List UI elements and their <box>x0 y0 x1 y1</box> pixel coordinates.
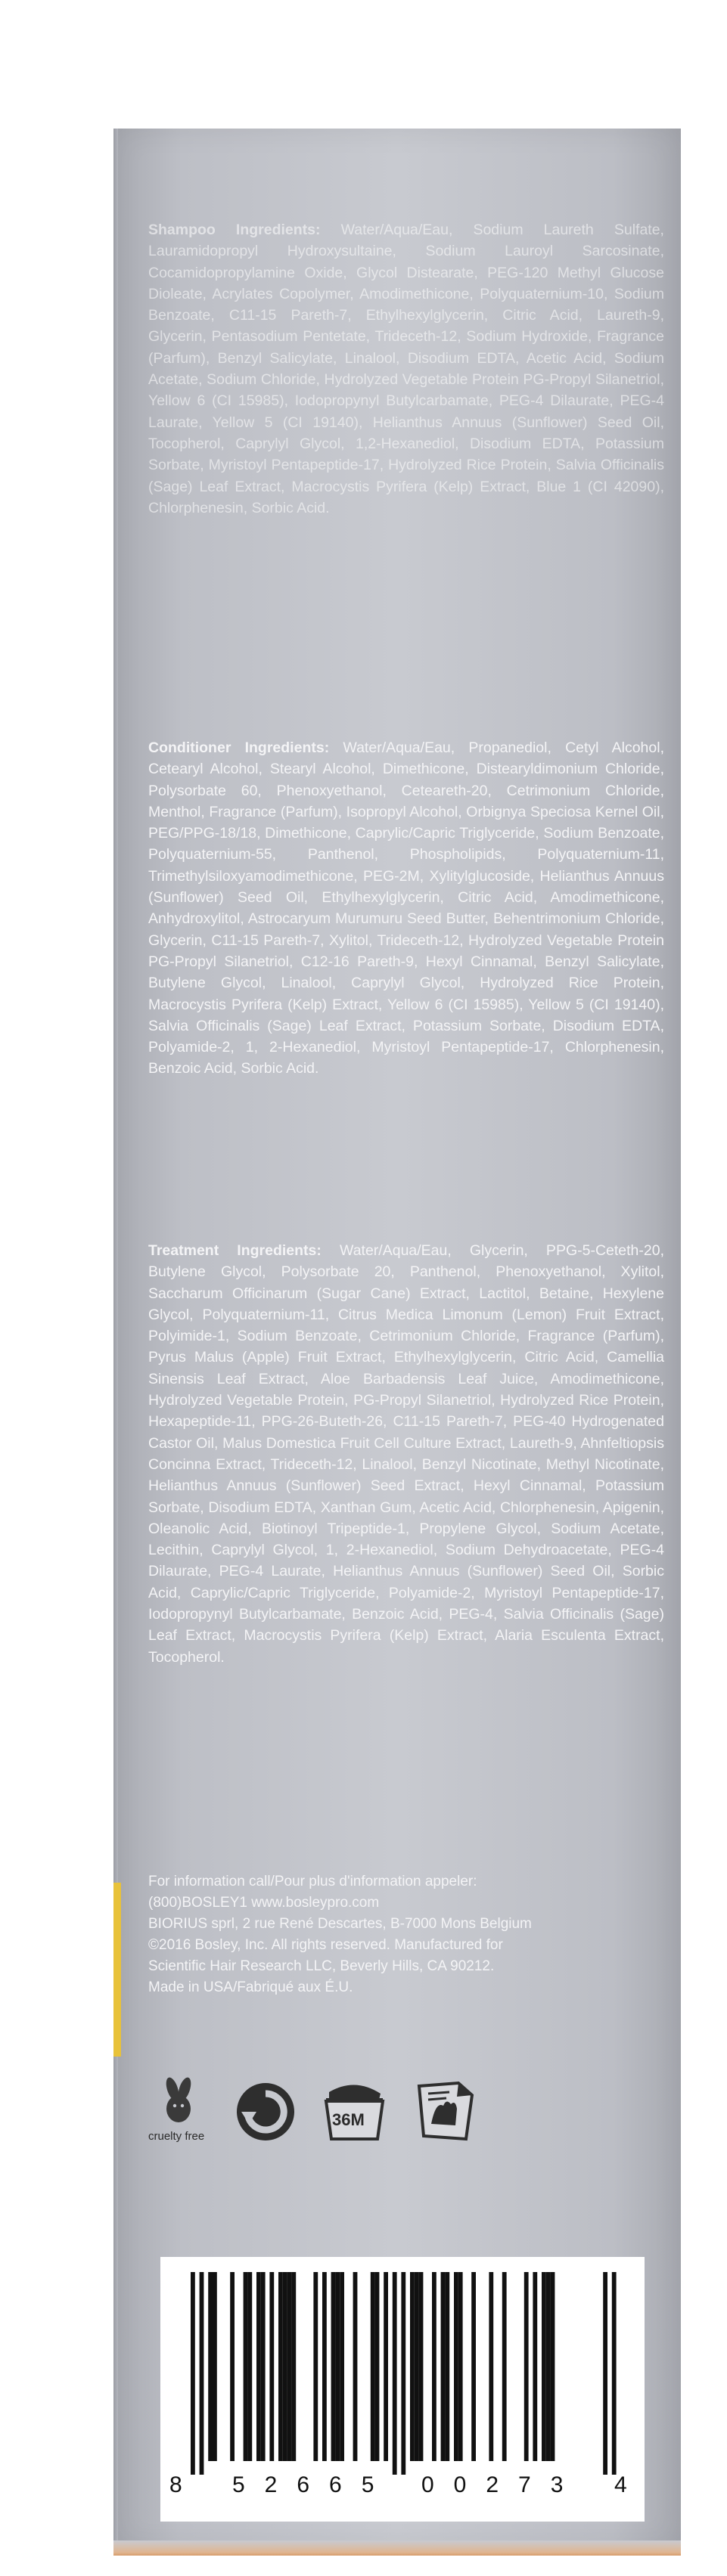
info-line-4: ©2016 Bosley, Inc. All rights reserved. Manufactured for <box>148 1937 503 1953</box>
carton-left-edge <box>113 129 118 2548</box>
info-line-6: Made in USA/Fabriqué aux É.U. <box>148 1979 353 1995</box>
barcode-bar <box>256 2272 261 2461</box>
barcode-bar <box>191 2272 195 2475</box>
barcode-bar <box>445 2272 449 2461</box>
shampoo-heading: Shampoo Ingredients: <box>148 222 321 238</box>
barcode-bar <box>278 2272 283 2461</box>
barcode-bar <box>269 2272 274 2461</box>
barcode-first-digit: 8 <box>169 2472 182 2497</box>
barcode-bar <box>371 2272 375 2461</box>
barcode-bar <box>335 2272 340 2461</box>
barcode-bar <box>454 2272 458 2461</box>
barcode-bar <box>410 2272 415 2461</box>
barcode-bar <box>489 2272 493 2461</box>
barcode-bars <box>160 2257 645 2476</box>
barcode-bar <box>331 2272 336 2461</box>
barcode-bar <box>291 2272 296 2461</box>
barcode-bar <box>401 2272 405 2475</box>
shampoo-ingredients <box>148 219 664 519</box>
barcode-bar <box>322 2272 327 2461</box>
barcode-bar <box>287 2272 292 2461</box>
barcode-bar <box>603 2272 607 2475</box>
barcode-bar <box>546 2272 551 2461</box>
company-info <box>148 1871 664 1998</box>
treatment-text: Water/Aqua/Eau, Glycerin, PPG-5-Ceteth-20, Butylene Glycol, Polysorbate 20, Panthenol, Phenoxyethanol, Xylitol, Saccharum Officinarum (Sugar Cane) Extract, Lactitol, Betaine, Hexylene Glycol, Polyquaternium-11, Citrus Medica Limonum (Lemon) Fruit Extract, Polyimide-1, Sodium Benzoate, Cetrimonium Chloride, Fragrance (Parfum), Pyrus Malus (Apple) Fruit Extract, Ethylhexylglycerin, Citric Acid, Camellia Sinensis Leaf Extract, Aloe Barbadensis Leaf Juice, Amodimethicone, Hydrolyzed Vegetable Protein, PG-Propyl Silanetriol, Hydrolyzed Rice Protein, Hexapeptide-11, PPG-26-Buteth-26, C11-15 Pareth-7, PEG-40 Hydrogenated Castor Oil, Malus Domestica Fruit Cell Culture Extract, Laureth-9, Ahnfeltiopsis Concinna Extract, Trideceth-12, Linalool, Benzyl Nicotinate, Methyl Nicotinate, Helianthus Annuus (Sunflower) Seed Extract, Hexyl Cinnamal, Potassium Sorbate, Disodium EDTA, Xanthan Gum, Acetic Acid, Chlorphenesin, Apigenin, Oleanolic Acid, Biotinoyl Tripeptide-1, Propylene Glycol, Sodium Acetate, Lecithin, Caprylyl Glycol, 1, 2-Hexanediol, Sodium Dehydroacetate, PEG-4 Dilaurate, PEG-4 Laurate, Helianthus Annuus (Sunflower) Seed Oil, Sorbic Acid, Caprylic/Capric Triglyceride, Polyamide-2, Myristoyl Pentapeptide-17, Iodopropynyl Butylcarbamate, Benzoic Acid, PEG-4, Salvia Officinalis (Sage) Leaf Extract, Macrocystis Pyrifera (Kelp) Extract, Alaria Esculenta Extract, Tocopherol. <box>148 1242 664 1666</box>
barcode-digits <box>160 2472 645 2510</box>
barcode-bar <box>533 2272 537 2461</box>
info-line-5: Scientific Hair Research LLC, Beverly Hills, CA 90212. <box>148 1958 495 1974</box>
barcode-bar <box>458 2272 463 2461</box>
barcode-label <box>160 2257 645 2522</box>
barcode-bar <box>415 2272 419 2461</box>
bunny-icon <box>156 2075 201 2128</box>
barcode-bar <box>283 2272 287 2461</box>
barcode-bar <box>471 2272 476 2461</box>
info-line-3: BIORIUS sprl, 2 rue René Descartes, B-7000 Mons Belgium <box>148 1916 532 1932</box>
barcode-left-group: 52665 <box>232 2472 394 2497</box>
barcode-bar <box>393 2272 397 2475</box>
barcode-bar <box>200 2272 204 2475</box>
barcode-bar <box>375 2272 380 2461</box>
barcode-bar <box>340 2272 344 2461</box>
barcode-bar <box>213 2272 217 2461</box>
pao-label: 36M <box>332 2110 365 2129</box>
cruelty-free-label: cruelty free <box>148 2130 205 2143</box>
pao-jar-icon <box>318 2075 390 2144</box>
barcode-bar <box>612 2272 617 2475</box>
symbol-row <box>148 2075 527 2166</box>
barcode-bar <box>384 2272 388 2461</box>
shampoo-text: Water/Aqua/Eau, Sodium Laureth Sulfate, Lauramidopropyl Hydroxysultaine, Sodium Lauroyl Sarcosinate, Cocamidopropylamine Oxide, Glycol Distearate, PEG-120 Methyl Glucose Dioleate, Acrylates Copolymer, Amodimethicone, Polyquaternium-10, Sodium Benzoate, C11-15 Pareth-7, Ethylhexylglycerin, Citric Acid, Laureth-9, Glycerin, Pentasodium Pentetate, Trideceth-12, Sodium Hydroxide, Fragrance (Parfum), Benzyl Salicylate, Linalool, Disodium EDTA, Acetic Acid, Sodium Acetate, Sodium Chloride, Hydrolyzed Vegetable Protein PG-Propyl Silanetriol, Yellow 6 (CI 15985), Iodopropynyl Butylcarbamate, PEG-4 Dilaurate, PEG-4 Laurate, Yellow 5 (CI 19140), Helianthus Annuus (Sunflower) Seed Oil, Tocopherol, Caprylyl Glycol, 1,2-Hexanediol, Disodium EDTA, Potassium Sorbate, Myristoyl Pentapeptide-17, Hydrolyzed Rice Protein, Salvia Officinalis (Sage) Leaf Extract, Macrocystis Pyrifera (Kelp) Extract, Blue 1 (CI 42090), Chlorphenesin, Sorbic Acid. <box>148 222 664 516</box>
barcode-bar <box>244 2272 248 2461</box>
barcode-bar <box>208 2272 213 2461</box>
info-line-2: (800)BOSLEY1 www.bosleypro.com <box>148 1895 380 1911</box>
conditioner-ingredients <box>148 737 664 1080</box>
barcode-bar <box>524 2272 529 2461</box>
barcode-bar <box>313 2272 318 2461</box>
barcode-bar <box>542 2272 546 2461</box>
carton-bottom-edge <box>113 2540 681 2556</box>
barcode-check-digit: 4 <box>614 2472 627 2497</box>
conditioner-heading: Conditioner Ingredients: <box>148 739 330 756</box>
treatment-ingredients <box>148 1240 664 1668</box>
barcode-right-group: 00273 <box>421 2472 583 2497</box>
barcode-bar <box>551 2272 555 2461</box>
info-line-1: For information call/Pour plus d'information appeler: <box>148 1874 477 1889</box>
barcode-bar <box>502 2272 507 2461</box>
barcode-bar <box>230 2272 235 2461</box>
barcode-bar <box>261 2272 266 2461</box>
yellow-accent-strip <box>113 1883 121 2057</box>
read-leaflet-icon <box>413 2078 477 2143</box>
barcode-bar <box>247 2272 252 2461</box>
barcode-bar <box>432 2272 437 2461</box>
treatment-heading: Treatment Ingredients: <box>148 1242 322 1259</box>
barcode-bar <box>353 2272 358 2461</box>
recycle-icon <box>235 2082 296 2142</box>
barcode-bar <box>441 2272 446 2461</box>
barcode-bar <box>419 2272 424 2461</box>
conditioner-text: Water/Aqua/Eau, Propanediol, Cetyl Alcohol, Cetearyl Alcohol, Stearyl Alcohol, Dimethicone, Distearyldimonium Chloride, Polysorbate 60, Phenoxyethanol, Ceteareth-20, Cetrimonium Chloride, Menthol, Fragrance (Parfum), Isopropyl Alcohol, Orbignya Speciosa Kernel Oil, PEG/PPG-18/18, Dimethicone, Caprylic/Capric Triglyceride, Sodium Benzoate, Polyquaternium-55, Panthenol, Phospholipids, Polyquaternium-11, Trimethylsiloxyamodimethicone, PEG-2M, Xylitylglucoside, Helianthus Annuus (Sunflower) Seed Oil, Ethylhexylglycerin, Citric Acid, Amodimethicone, Anhydroxylitol, Astrocaryum Murumuru Seed Butter, Behentrimonium Chloride, Glycerin, C11-15 Pareth-7, Xylitol, Trideceth-12, Hydrolyzed Vegetable Protein PG-Propyl Silanetriol, C12-16 Pareth-9, Hexyl Cinnamal, Benzyl Salicylate, Butylene Glycol, Linalool, Caprylyl Glycol, Hydrolyzed Rice Protein, Macrocystis Pyrifera (Kelp) Extract, Yellow 6 (CI 15985), Yellow 5 (CI 19140), Salvia Officinalis (Sage) Leaf Extract, Potassium Sorbate, Disodium EDTA, Polyamide-2, 1, 2-Hexanediol, Myristoyl Pentapeptide-17, Chlorphenesin, Benzoic Acid, Sorbic Acid. <box>148 739 664 1077</box>
